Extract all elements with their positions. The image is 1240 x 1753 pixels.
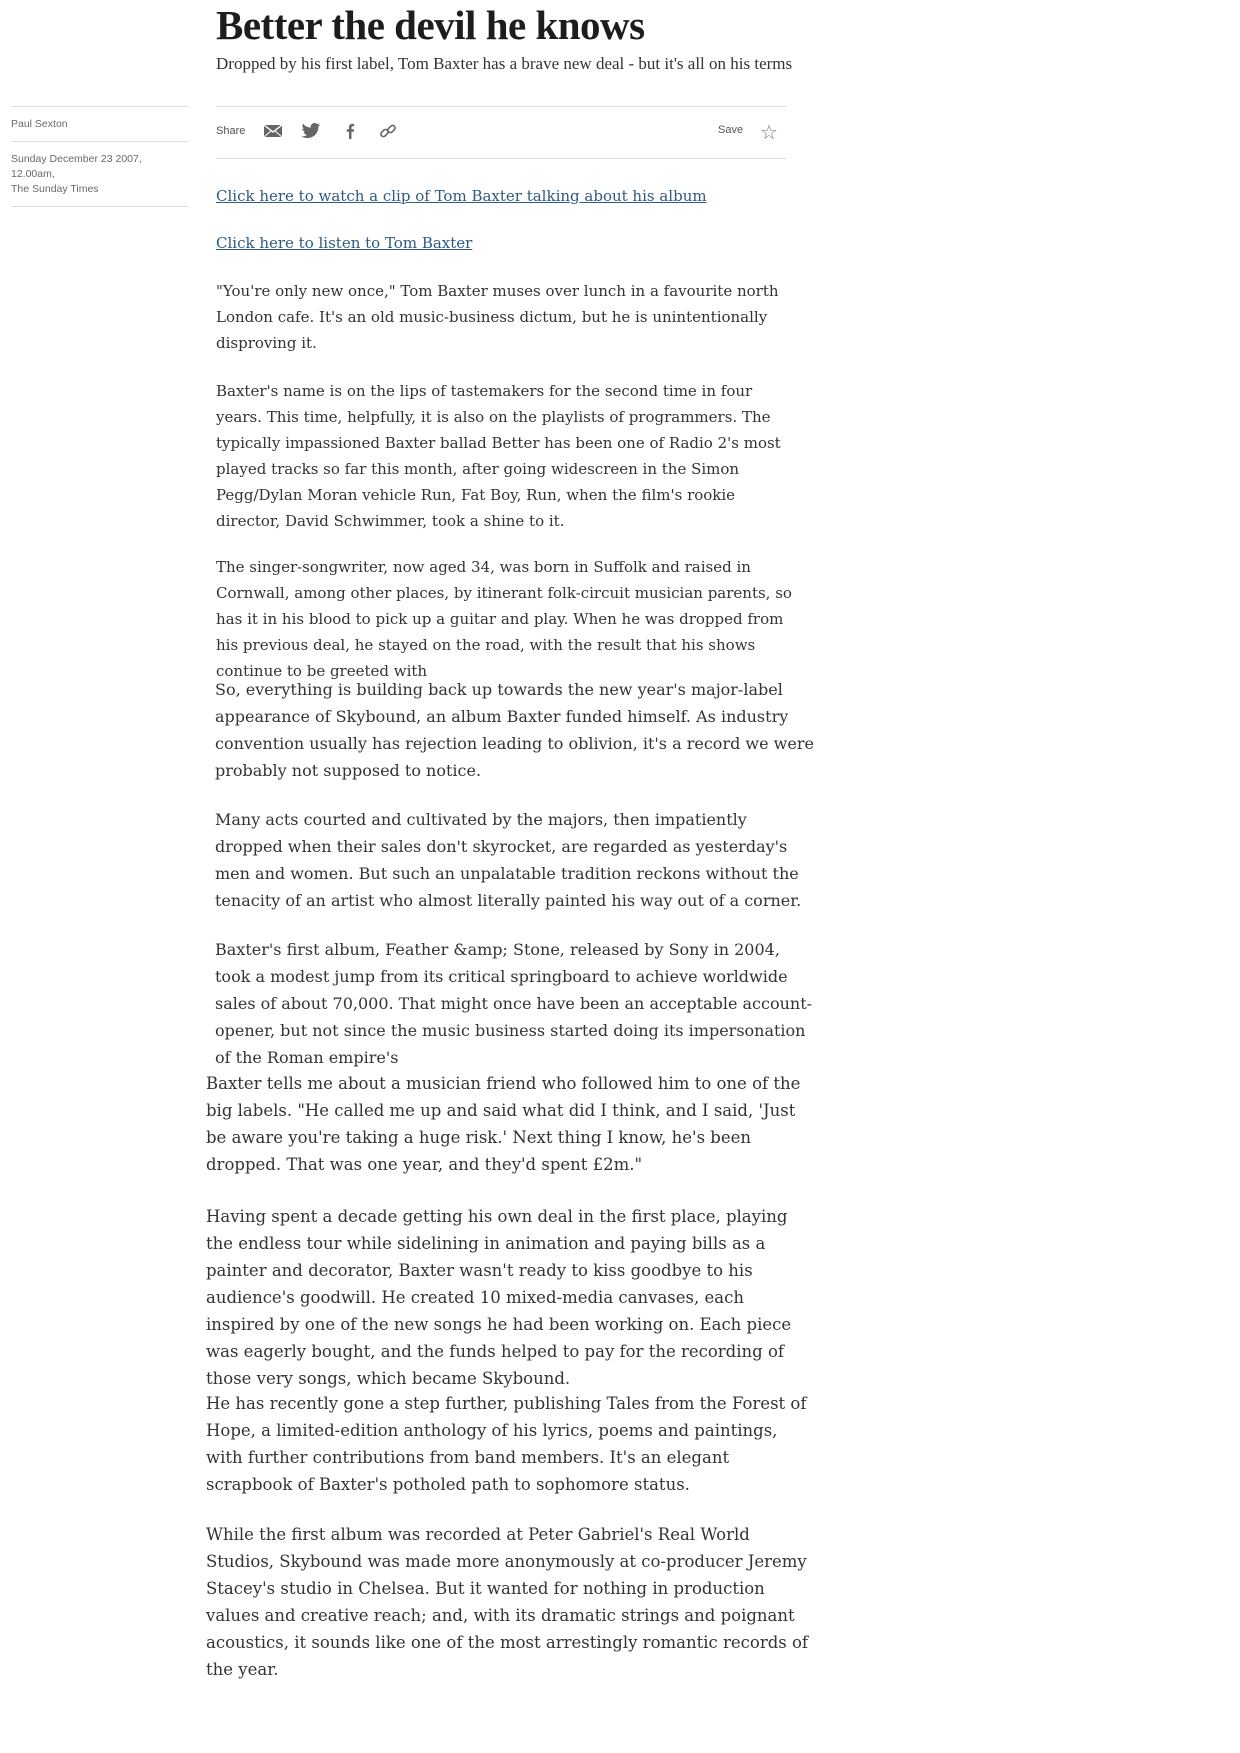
paragraph: Baxter's first album, Feather &amp; Stone, released by Sony in 2004, took a modest jump from its critical springboard to achieve worldwide sales of about 70,000. That might once have been an acceptable account-opener, but not since the music business started doing its impersonation of the Roman empire's	[215, 940, 813, 1067]
link-icon[interactable]	[378, 122, 398, 140]
paragraph: The singer-songwriter, now aged 34, was born in Suffolk and raised in Cornwall, among other places, by itinerant folk-circuit musician parents, so has it in his blood to pick up a guitar and play. When he was dropped from his previous deal, he stayed on the road, with the result that his shows continue to be greeted with	[216, 558, 792, 680]
author-name[interactable]: Paul Sexton	[11, 118, 68, 130]
dateline-block	[11, 141, 188, 207]
paragraph: Baxter tells me about a musician friend who followed him to one of the big labels. "He called me up and said what did I think, and I said, 'Just be aware you're taking a huge risk.' Next thing I know, he's been dropped. That was one year, and they'd spent £2m."	[206, 1074, 801, 1174]
paragraph: Baxter's name is on the lips of tastemakers for the second time in four years. This time, helpfully, it is also on the playlists of programmers. The typically impassioned Baxter ballad Better has been one of Radio 2's most played tracks so far this month, after going widescreen in the Simon Pegg/Dylan Moran vehicle Run, Fat Boy, Run, when the film's rookie director, David Schwimmer, took a shine to it.	[216, 382, 781, 530]
paragraph: Having spent a decade getting his own deal in the first place, playing the endless tour while sidelining in animation and paying bills as a painter and decorator, Baxter wasn't ready to kiss goodbye to his audience's goodwill. He created 10 mixed-media canvases, each inspired by one of the new songs he had been working on. Each piece was eagerly bought, and the funds helped to pay for the recording of those very songs, which became Skybound.	[206, 1207, 792, 1388]
share-bar	[216, 106, 786, 159]
share-label: Share	[216, 125, 246, 137]
star-icon[interactable]: ☆	[760, 122, 778, 144]
publication-name: The Sunday Times	[11, 183, 99, 195]
facebook-icon[interactable]	[340, 122, 360, 140]
paragraph: He has recently gone a step further, publishing Tales from the Forest of Hope, a limited-edition anthology of his lyrics, poems and paintings, with further contributions from band members. It's an elegant scrapbook of Baxter's potholed path to sophomore status.	[206, 1394, 807, 1494]
watch-clip-link[interactable]: Click here to watch a clip of Tom Baxter talking about his album	[216, 187, 707, 205]
save-button[interactable]: Save	[718, 124, 744, 136]
headline: Better the devil he knows	[216, 2, 645, 48]
dateline: Sunday December 23 2007, 12.00am,	[11, 153, 142, 180]
article-meta	[11, 106, 188, 207]
standfirst: Dropped by his first label, Tom Baxter has a brave new deal - but it's all on his terms	[216, 54, 793, 73]
paragraph: So, everything is building back up towards the new year's major-label appearance of Skybound, an album Baxter funded himself. As industry convention usually has rejection leading to oblivion, it's a record we were probably not supposed to notice.	[215, 680, 814, 780]
byline	[11, 106, 188, 141]
email-icon[interactable]	[263, 122, 283, 140]
paragraph: "You're only new once," Tom Baxter muses over lunch in a favourite north London cafe. It's an old music-business dictum, but he is unintentionally disproving it.	[216, 282, 779, 352]
twitter-icon[interactable]	[301, 122, 321, 140]
paragraph: Many acts courted and cultivated by the majors, then impatiently dropped when their sales don't skyrocket, are regarded as yesterday's men and women. But such an unpalatable tradition reckons without the tenacity of an artist who almost literally painted his way out of a corner.	[215, 810, 802, 910]
paragraph: While the first album was recorded at Peter Gabriel's Real World Studios, Skybound was made more anonymously at co-producer Jeremy Stacey's studio in Chelsea. But it wanted for nothing in production values and creative reach; and, with its dramatic strings and poignant acoustics, it sounds like one of the most arrestingly romantic records of the year.	[206, 1525, 809, 1679]
listen-link[interactable]: Click here to listen to Tom Baxter	[216, 234, 473, 252]
